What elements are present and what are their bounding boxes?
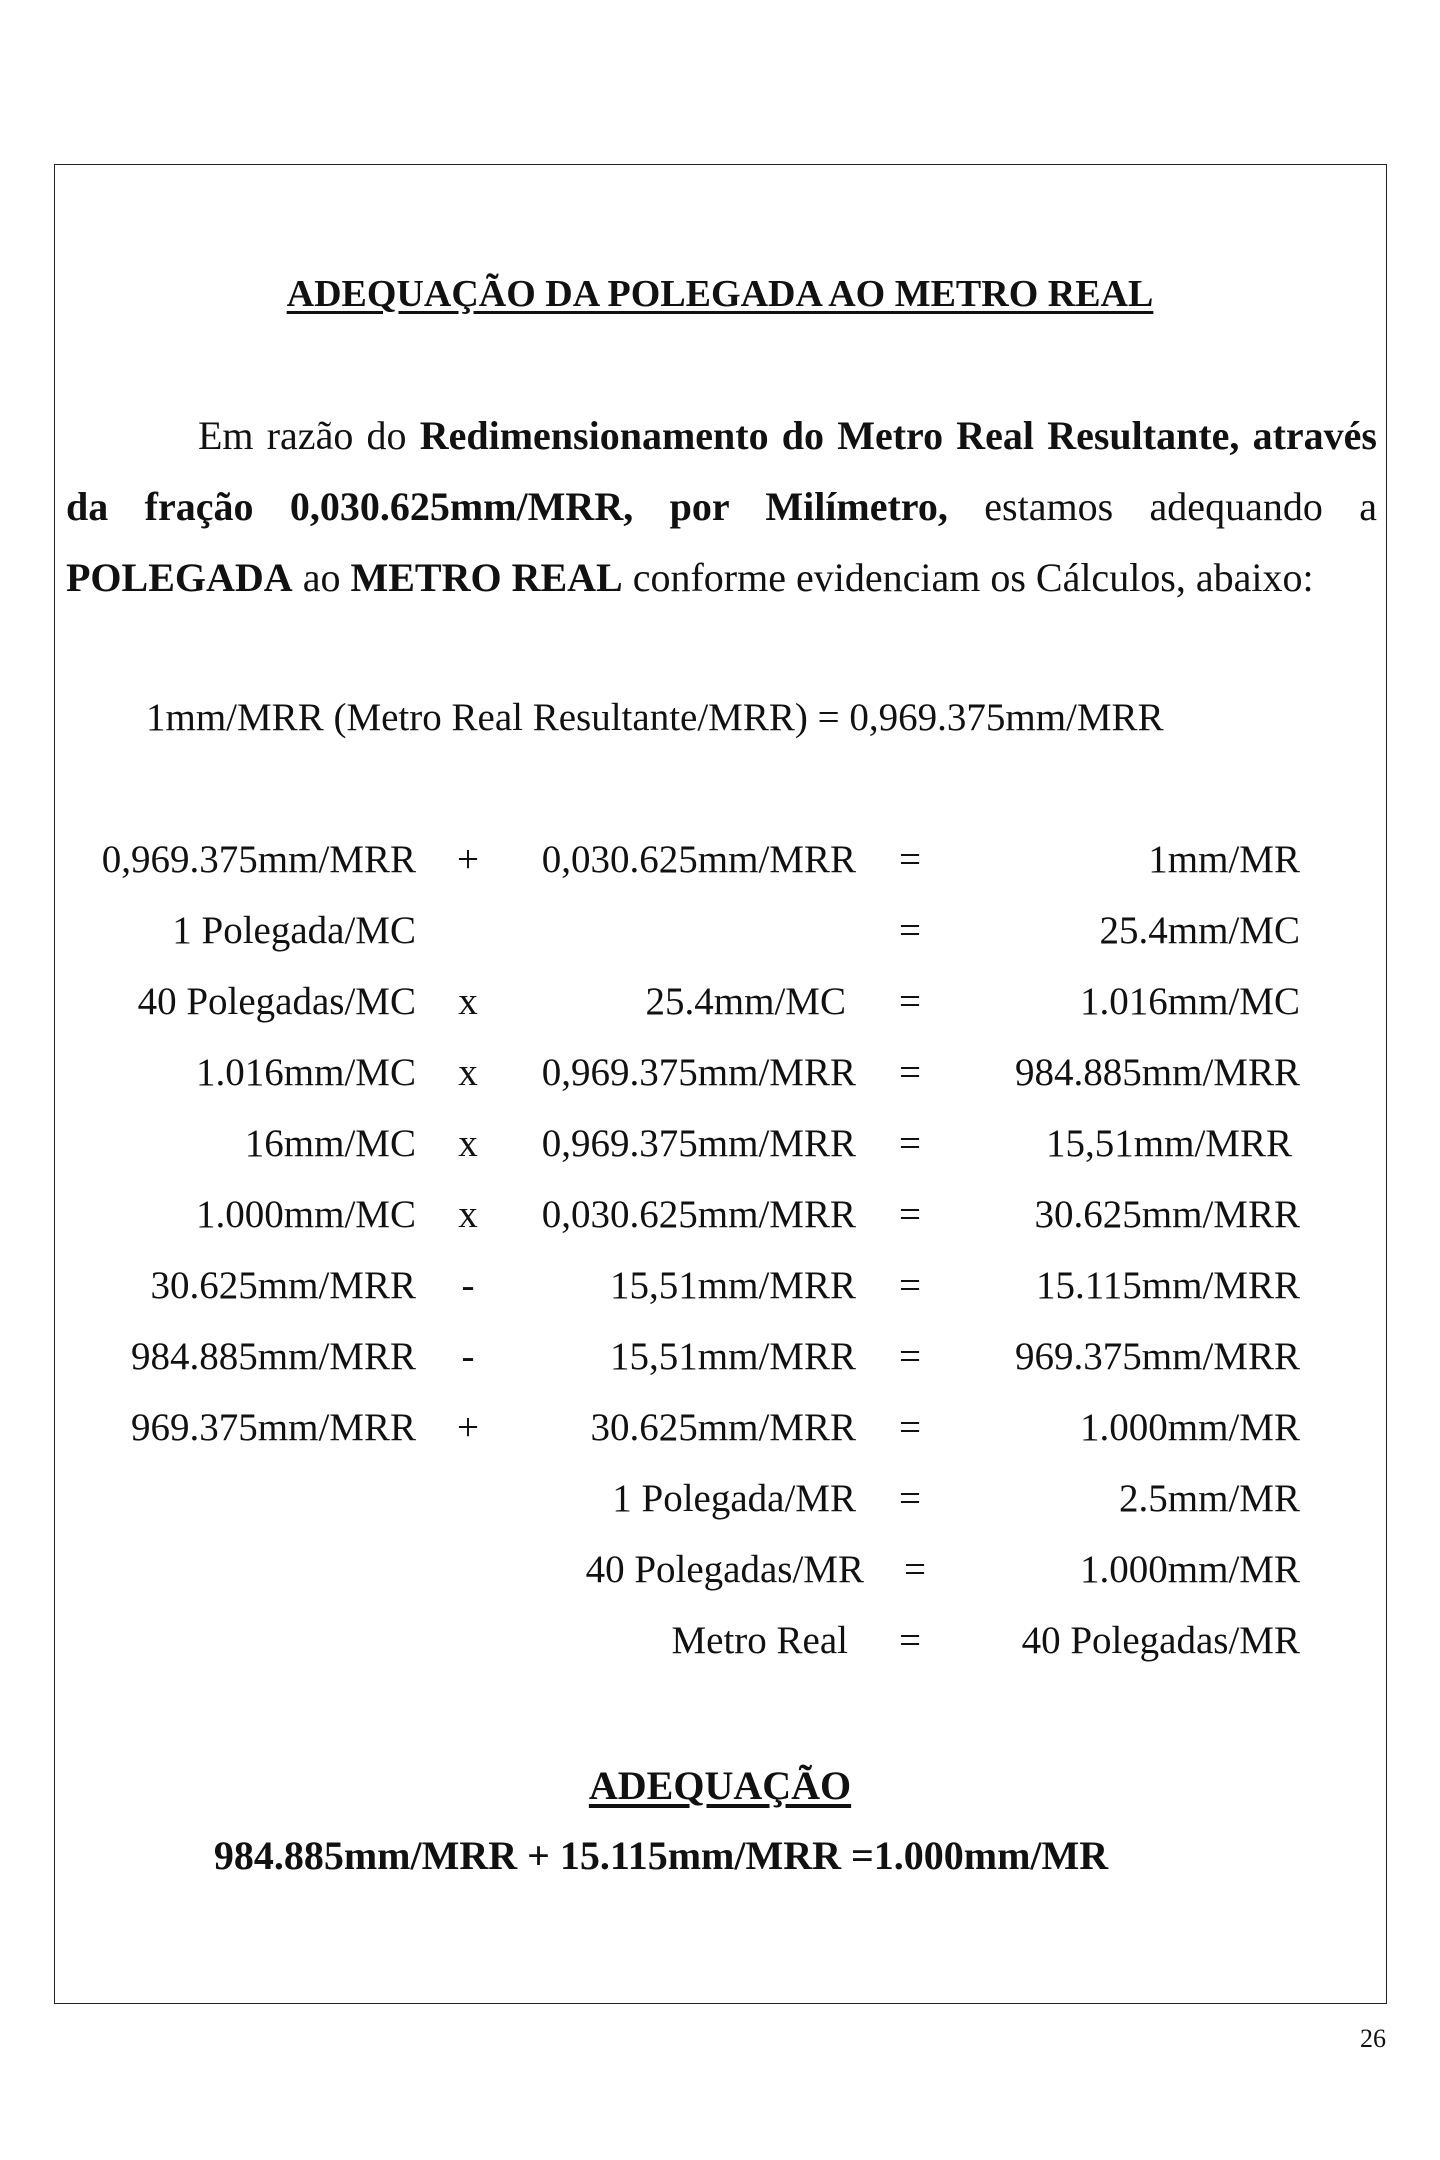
calc-operand-b: 25.4mm/MC — [645, 980, 846, 1023]
calc-operand-a: 0,969.375mm/MRR — [101, 838, 416, 881]
calc-row — [0, 1254, 1440, 1318]
calc-equals: = — [899, 1193, 921, 1236]
calc-result: 1mm/MR — [1148, 838, 1300, 881]
calc-operand-b: 0,030.625mm/MRR — [541, 1193, 856, 1236]
calc-operator: - — [461, 1264, 475, 1307]
paragraph-text-2: estamos adequando a — [947, 484, 1377, 529]
calc-row — [0, 899, 1440, 963]
calc-operand-a: 1.016mm/MC — [196, 1051, 416, 1094]
paragraph-text-3: ao — [292, 555, 351, 600]
paragraph-bold-3: METRO REAL — [350, 555, 623, 600]
calc-operator: + — [457, 1406, 479, 1449]
calc-operand-b: 15,51mm/MRR — [610, 1335, 856, 1378]
calc-equals: = — [904, 1548, 926, 1591]
calc-row — [0, 1041, 1440, 1105]
calc-row — [0, 1112, 1440, 1176]
calc-row — [0, 970, 1440, 1034]
calc-equals: = — [899, 1477, 921, 1520]
calc-result: 1.016mm/MC — [1080, 980, 1300, 1023]
calc-operand-a: 16mm/MC — [244, 1122, 416, 1165]
paragraph-text-1: Em razão do — [198, 413, 420, 458]
calc-equals: = — [899, 980, 921, 1023]
calc-result: 1.000mm/MR — [1080, 1406, 1300, 1449]
calc-operator: x — [458, 1122, 478, 1165]
calc-result: 2.5mm/MR — [1119, 1477, 1300, 1520]
calc-operator: x — [458, 1051, 478, 1094]
calc-operand-b: Metro Real — [671, 1619, 848, 1662]
calc-operand-b: 0,969.375mm/MRR — [541, 1051, 856, 1094]
calc-result: 15,51mm/MRR — [1046, 1122, 1292, 1165]
calc-result: 1.000mm/MR — [1080, 1548, 1300, 1591]
intro-paragraph — [66, 400, 1377, 613]
calc-operand-a: 1 Polegada/MC — [172, 909, 416, 952]
calc-operator: x — [458, 1193, 478, 1236]
calc-operand-a: 40 Polegadas/MC — [137, 980, 416, 1023]
calc-operator: + — [457, 838, 479, 881]
calc-equals: = — [899, 1264, 921, 1307]
calc-row — [0, 828, 1440, 892]
calc-row — [0, 1325, 1440, 1389]
calc-operand-b: 0,030.625mm/MRR — [541, 838, 856, 881]
calc-operator: - — [461, 1335, 475, 1378]
calc-row — [0, 1467, 1440, 1531]
calc-operand-a: 1.000mm/MC — [196, 1193, 416, 1236]
calc-result: 25.4mm/MC — [1099, 909, 1300, 952]
adequacao-title: ADEQUAÇÃO — [588, 1763, 852, 1808]
calc-result: 15.115mm/MRR — [1035, 1264, 1300, 1307]
calc-equals: = — [899, 838, 921, 881]
calc-row — [0, 1609, 1440, 1673]
page-number: 26 — [1360, 2024, 1386, 2053]
calc-equals: = — [899, 1122, 921, 1165]
document-title: ADEQUAÇÃO DA POLEGADA AO METRO REAL — [286, 273, 1154, 315]
calc-operand-b: 15,51mm/MRR — [610, 1264, 856, 1307]
calc-equals: = — [899, 1406, 921, 1449]
calc-row — [0, 1538, 1440, 1602]
calc-row — [0, 1396, 1440, 1460]
intro-equation: 1mm/MRR (Metro Real Resultante/MRR) = 0,969.375mm/MRR — [146, 696, 1164, 739]
calc-result: 969.375mm/MRR — [1015, 1335, 1300, 1378]
calc-operand-b: 0,969.375mm/MRR — [541, 1122, 856, 1165]
calc-operand-b: 30.625mm/MRR — [590, 1406, 856, 1449]
calc-operand-b: 40 Polegadas/MR — [585, 1548, 864, 1591]
calc-operand-a: 969.375mm/MRR — [131, 1406, 416, 1449]
calc-operator: x — [458, 980, 478, 1023]
paragraph-bold-1: Redimensionamento do Metro Real Resultante, através da fração 0,030.625mm/MRR, por Milímetro, — [66, 413, 1377, 529]
calc-result: 40 Polegadas/MR — [1021, 1619, 1300, 1662]
calc-operand-b: 1 Polegada/MR — [612, 1477, 856, 1520]
paragraph-bold-2: POLEGADA — [66, 555, 293, 600]
calc-result: 984.885mm/MRR — [1015, 1051, 1300, 1094]
calc-operand-a: 984.885mm/MRR — [131, 1335, 416, 1378]
adequacao-formula: 984.885mm/MRR + 15.115mm/MRR =1.000mm/MR — [213, 1833, 1109, 1878]
calc-equals: = — [899, 1051, 921, 1094]
calc-result: 30.625mm/MRR — [1034, 1193, 1300, 1236]
calc-row — [0, 1183, 1440, 1247]
calc-equals: = — [899, 909, 921, 952]
calc-operand-a: 30.625mm/MRR — [150, 1264, 416, 1307]
calc-equals: = — [899, 1335, 921, 1378]
calc-equals: = — [899, 1619, 921, 1662]
paragraph-text-4: conforme evidenciam os Cálculos, abaixo: — [622, 555, 1314, 600]
